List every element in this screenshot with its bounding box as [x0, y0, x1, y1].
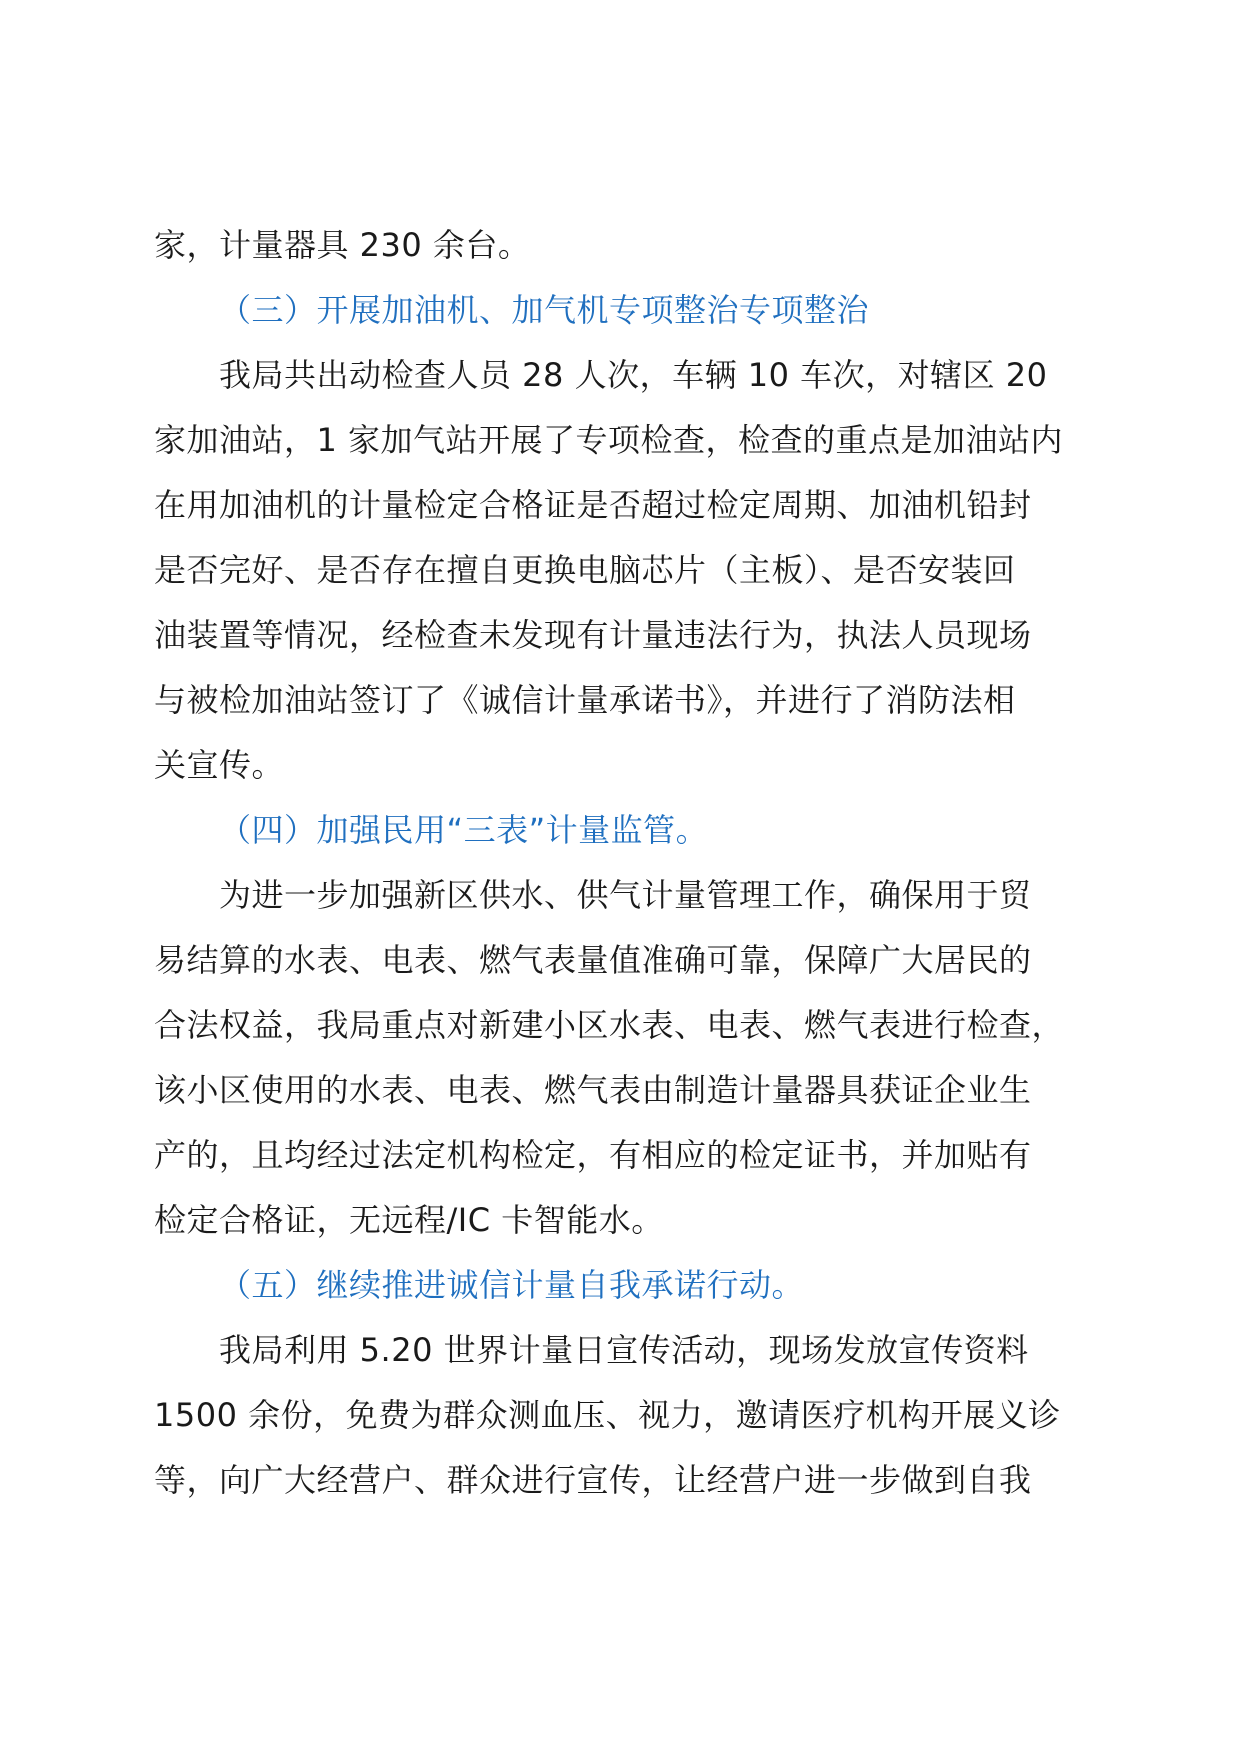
paragraph-line: 等，向广大经营户、群众进行宣传，让经营户进一步做到自我: [154, 1461, 1032, 1499]
paragraph-line: 易结算的水表、电表、燃气表量值准确可靠，保障广大居民的: [154, 941, 1032, 979]
paragraph-line: 我局利用 5.20 世界计量日宣传活动，现场发放宣传资料: [219, 1331, 1029, 1369]
paragraph-line: 与被检加油站签订了《诚信计量承诺书》，并进行了消防法相: [154, 681, 1016, 719]
paragraph-line: 检定合格证，无远程/IC 卡智能水。: [154, 1201, 664, 1239]
section-heading-3: （三）开展加油机、加气机专项整治专项整治: [219, 291, 870, 329]
paragraph-line: 油装置等情况，经检查未发现有计量违法行为，执法人员现场: [154, 616, 1032, 654]
paragraph-line: 我局共出动检查人员 28 人次，车辆 10 车次，对辖区 20: [219, 356, 1048, 394]
paragraph-line: 是否完好、是否存在擅自更换电脑芯片（主板）、是否安装回: [154, 551, 1016, 589]
paragraph-line: 关宣传。: [154, 746, 285, 784]
paragraph-line: 产的，且均经过法定机构检定，有相应的检定证书，并加贴有: [154, 1136, 1032, 1174]
paragraph-line: 家，计量器具 230 余台。: [154, 226, 531, 264]
paragraph-line: 家加油站，1 家加气站开展了专项检查，检查的重点是加油站内: [154, 421, 1064, 459]
paragraph-line: 为进一步加强新区供水、供气计量管理工作，确保用于贸: [219, 876, 1032, 914]
paragraph-line: 合法权益，我局重点对新建小区水表、电表、燃气表进行检查，: [154, 1006, 1065, 1044]
section-heading-4: （四）加强民用“三表”计量监管。: [219, 811, 709, 849]
paragraph-line: 1500 余份，免费为群众测血压、视力，邀请医疗机构开展义诊: [154, 1396, 1061, 1434]
section-heading-5: （五）继续推进诚信计量自我承诺行动。: [219, 1266, 805, 1304]
paragraph-line: 该小区使用的水表、电表、燃气表由制造计量器具获证企业生: [154, 1071, 1032, 1109]
paragraph-line: 在用加油机的计量检定合格证是否超过检定周期、加油机铅封: [154, 486, 1032, 524]
